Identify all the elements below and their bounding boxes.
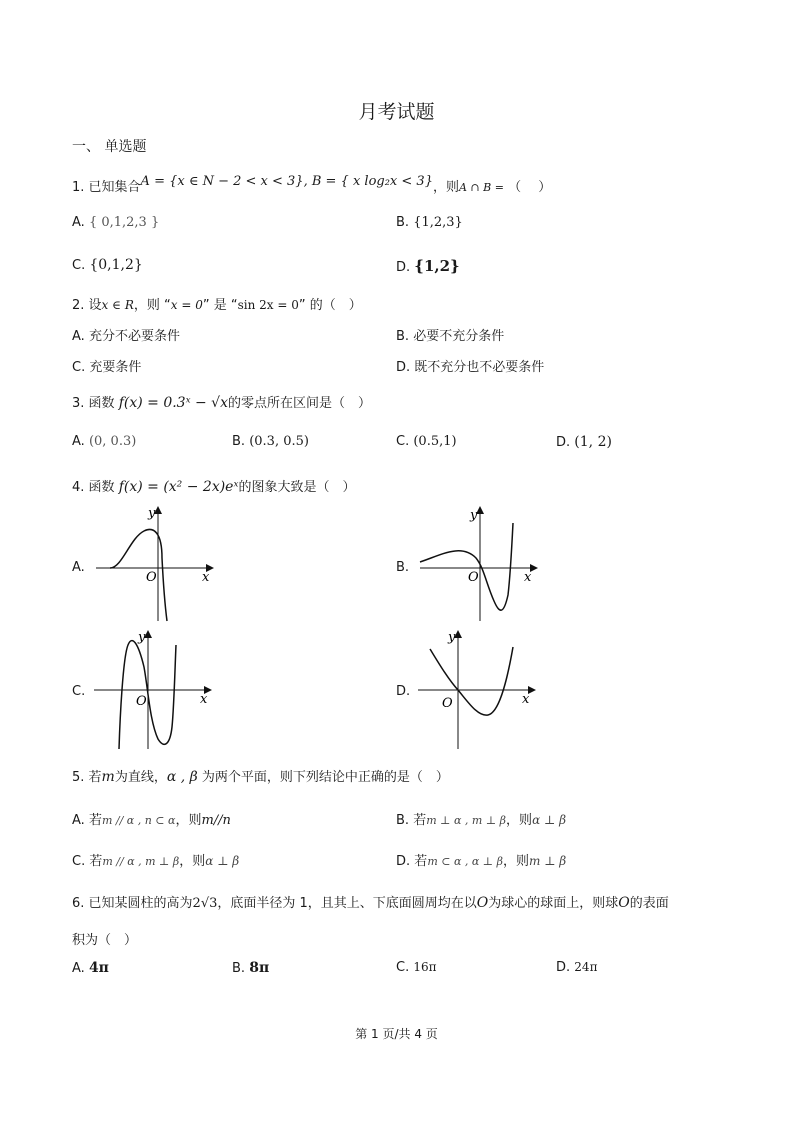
q2-math2: x = 0 [170,298,203,312]
q5-ab: α , β [166,769,198,785]
option-math2: m//n [201,813,231,828]
x-label: x [524,570,532,585]
option-letter: C. [72,854,86,869]
option-mid: ，则 [179,854,206,869]
q2-option-c [72,356,141,375]
q1-option-d [396,257,460,275]
question-4 [72,476,355,495]
q2-math3: sin 2x = 0 [237,298,299,312]
q1-math: A = {x ∈ N − 2 < x < 3}, B = { x log₂x < 3} [140,174,433,189]
option-text: { 0,1,2,3 } [88,215,160,230]
option-letter: D. [396,260,411,275]
page-footer: 第 1 页/共 4 页 [355,1027,438,1041]
option-math: m ⊂ α , α ⊥ β [427,855,503,868]
option-text: 充分不必要条件 [88,329,180,344]
y-label: y [470,508,478,523]
option-letter: D. [396,360,411,375]
q4-prefix: 4. 函数 [72,480,115,495]
option-mid: ，则 [503,854,530,869]
q4-option-d-letter: D. [396,684,411,699]
origin-label: O [442,696,453,711]
q1-option-c [72,257,143,273]
y-label: y [448,630,456,645]
option-text: (0, 0.3) [88,434,137,449]
q4-option-b-letter: B. [396,560,410,575]
option-text: {1,2} [414,257,460,275]
q5-suffix: 为两个平面，则下列结论中正确的是（ ） [201,770,449,785]
option-letter: B. [232,961,246,976]
q4-math: f(x) = (x² − 2x)eˣ [118,479,239,495]
q2-mid2: ” 是 “ [202,298,238,313]
option-math: m ⊥ α , m ⊥ β [426,814,507,827]
question-6-line-2: 积为（ ） [72,933,138,948]
section-heading: 一、 单选题 [72,139,147,155]
option-text: {1,2,3} [413,215,463,230]
q1-bracket: （ ） [508,180,552,195]
option-letter: C. [396,960,410,975]
q5-option-b [396,809,566,828]
q5-option-c [72,850,239,869]
x-label: x [522,692,530,707]
option-math: m // α , n ⊂ α [101,814,176,827]
q1-suffix: ，则 [432,180,459,195]
x-label: x [202,570,210,585]
option-letter: C. [396,434,410,449]
q4-option-c-letter: C. [72,684,86,699]
q6-suffix: 的表面 [629,896,669,911]
q3-prefix: 3. 函数 [72,396,115,411]
option-text: (0.5,1) [413,434,457,449]
option-letter: D. [556,960,571,975]
q6-option-c [396,960,437,975]
option-letter: C. [72,360,86,375]
origin-label: O [468,570,479,585]
q2-option-b [396,325,504,344]
q3-option-d [556,434,612,450]
origin-label: O [136,694,147,709]
option-math2: α ⊥ β [205,854,240,868]
option-letter: A. [72,329,85,344]
option-text: 24π [574,960,598,974]
q1-option-a [72,215,159,230]
q3-suffix: 的零点所在区间是（ ） [228,396,372,411]
option-math2: m ⊥ β [529,854,567,868]
y-label: y [148,506,156,521]
q4-option-a-letter: A. [72,560,85,575]
q2-math1: x ∈ R [101,298,134,312]
option-letter: B. [232,434,246,449]
option-pre: 若 [88,813,102,828]
option-pre: 若 [413,813,427,828]
q6-mid2: 为球心的球面上，则球 [488,896,619,911]
q6-mid: ，底面半径为 1，且其上、下底面圆周均在以 [217,896,477,911]
q2-suffix: ” 的（ ） [298,298,362,313]
q2-option-a [72,325,180,344]
q2-option-d [396,356,544,375]
option-letter: C. [72,258,86,273]
option-text: 8π [249,960,270,976]
option-pre: 若 [414,854,428,869]
graph-c [92,627,222,752]
option-letter: A. [72,215,85,230]
q6-option-a [72,960,109,976]
origin-label: O [146,570,157,585]
option-letter: D. [396,854,411,869]
question-5 [72,766,449,785]
option-letter: D. [556,435,571,450]
option-text: 充要条件 [89,360,142,375]
q1-option-b [396,215,463,230]
q3-option-a [72,434,136,449]
graph-b [416,503,546,623]
q5-prefix: 5. 若 [72,770,102,785]
q3-option-b [232,434,309,449]
option-text: 既不充分也不必要条件 [414,360,545,375]
question-3 [72,392,371,411]
q6-o2: O [618,895,630,911]
q2-mid1: ，则 “ [133,298,171,313]
q6-height: 2√3 [192,896,218,911]
q6-option-b [232,960,269,976]
y-label: y [138,630,146,645]
q6-option-d [556,960,597,975]
option-letter: A. [72,961,85,976]
curve [420,523,513,610]
q5-m: m [101,769,115,785]
graph-a [92,503,222,623]
option-text: 必要不充分条件 [413,329,505,344]
option-math2: α ⊥ β [532,813,567,827]
q5-option-d [396,850,566,869]
q6-prefix: 6. 已知某圆柱的高为 [72,896,193,911]
q1-prefix: 1. 已知集合 [72,180,141,195]
option-letter: B. [396,329,410,344]
q3-option-c [396,434,457,449]
option-mid: ，则 [175,813,202,828]
q5-option-a [72,809,231,828]
q3-math: f(x) = 0.3ˣ − √x [118,395,229,411]
option-math: m // α , m ⊥ β [102,855,180,868]
option-text: (0.3, 0.5) [249,434,309,449]
q2-prefix: 2. 设 [72,298,102,313]
option-mid: ，则 [506,813,533,828]
option-pre: 若 [89,854,103,869]
q4-suffix: 的图象大致是（ ） [238,480,356,495]
option-text: (1, 2) [574,434,612,450]
option-letter: A. [72,813,85,828]
option-letter: B. [396,813,410,828]
q1-math2: A ∩ B = [458,181,504,194]
option-text: 4π [88,960,109,976]
x-label: x [200,692,208,707]
graph-d [416,627,546,752]
page-title: 月考试题 [358,101,435,123]
question-1 [72,176,551,195]
question-2 [72,294,362,313]
q6-o1: O [476,895,489,911]
q5-mid: 为直线， [114,770,167,785]
option-text: {0,1,2} [89,257,143,273]
option-letter: A. [72,434,85,449]
option-text: 16π [413,960,437,974]
option-letter: B. [396,215,410,230]
question-6-line-1 [72,892,669,911]
